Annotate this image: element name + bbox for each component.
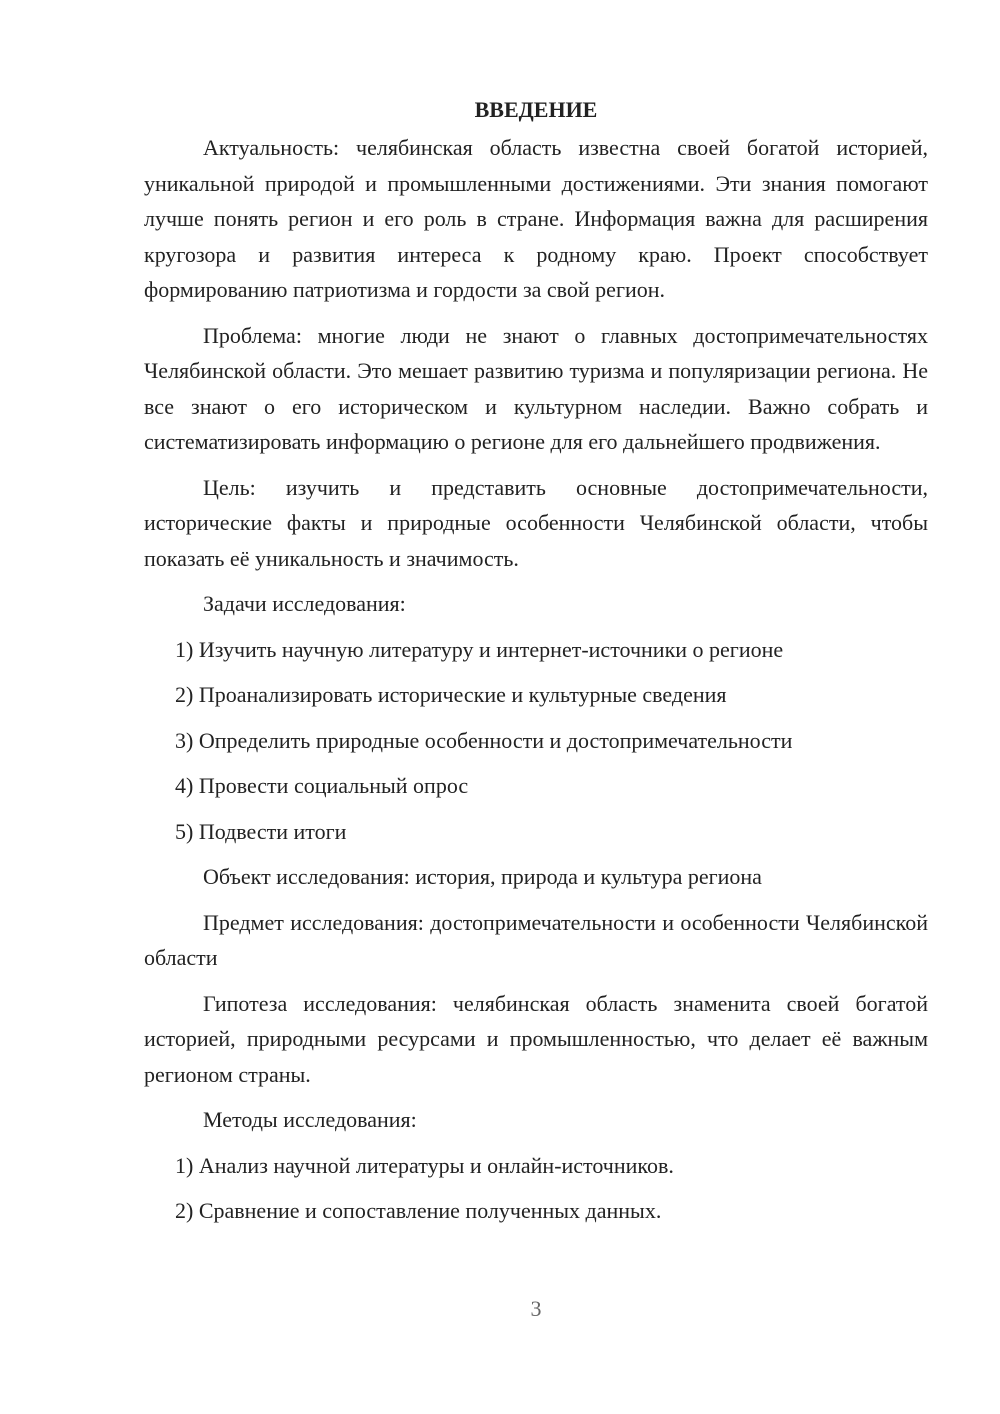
hypothesis-paragraph: Гипотеза исследования: челябинская область знаменита своей богатой историей, природными ресурсами и промышленностью, что делает её важным регионом страны.	[144, 990, 928, 1087]
relevance-paragraph: Актуальность: челябинская область известна своей богатой историей, уникальной природой и промышленными достижениями. Эти знания помогают лучше понять регион и его роль в стране. Информация важна для расширения кругозора и развития интереса к родному краю. Проект способствует формированию патриотизма и гордости за свой регион.	[144, 135, 928, 302]
subject-paragraph: Предмет исследования: достопримечательности и особенности Челябинской области	[144, 909, 928, 970]
problem-paragraph: Проблема: многие люди не знают о главных достопримечательностях Челябинской области. Это мешает развитию туризма и популяризации региона. Не все знают о его историческом и культурном наследии. Важно собрать и систематизировать информацию о регионе для его дальнейшего продвижения.	[144, 322, 928, 454]
object-paragraph: Объект исследования: история, природа и культура региона	[203, 864, 762, 889]
goal-paragraph: Цель: изучить и представить основные достопримечательности, исторические факты и природные особенности Челябинской области, чтобы показать её уникальность и значимость.	[144, 474, 928, 571]
task-item: 1) Изучить научную литературу и интернет-источники о регионе	[175, 636, 784, 662]
page-number: 3	[530, 1296, 542, 1321]
method-item: 2) Сравнение и сопоставление полученных данных.	[175, 1198, 662, 1223]
method-item: 1) Анализ научной литературы и онлайн-источников.	[175, 1152, 674, 1178]
section-title: ВВЕДЕНИЕ	[474, 97, 598, 122]
methods-label: Методы исследования:	[203, 1107, 417, 1132]
task-item: 5) Подвести итоги	[175, 818, 347, 844]
task-item: 4) Провести социальный опрос	[175, 773, 469, 798]
task-item: 2) Проанализировать исторические и культурные сведения	[175, 682, 727, 707]
page-content	[144, 94, 928, 1229]
task-item: 3) Определить природные особенности и достопримечательности	[175, 727, 793, 753]
tasks-label: Задачи исследования:	[203, 591, 406, 616]
